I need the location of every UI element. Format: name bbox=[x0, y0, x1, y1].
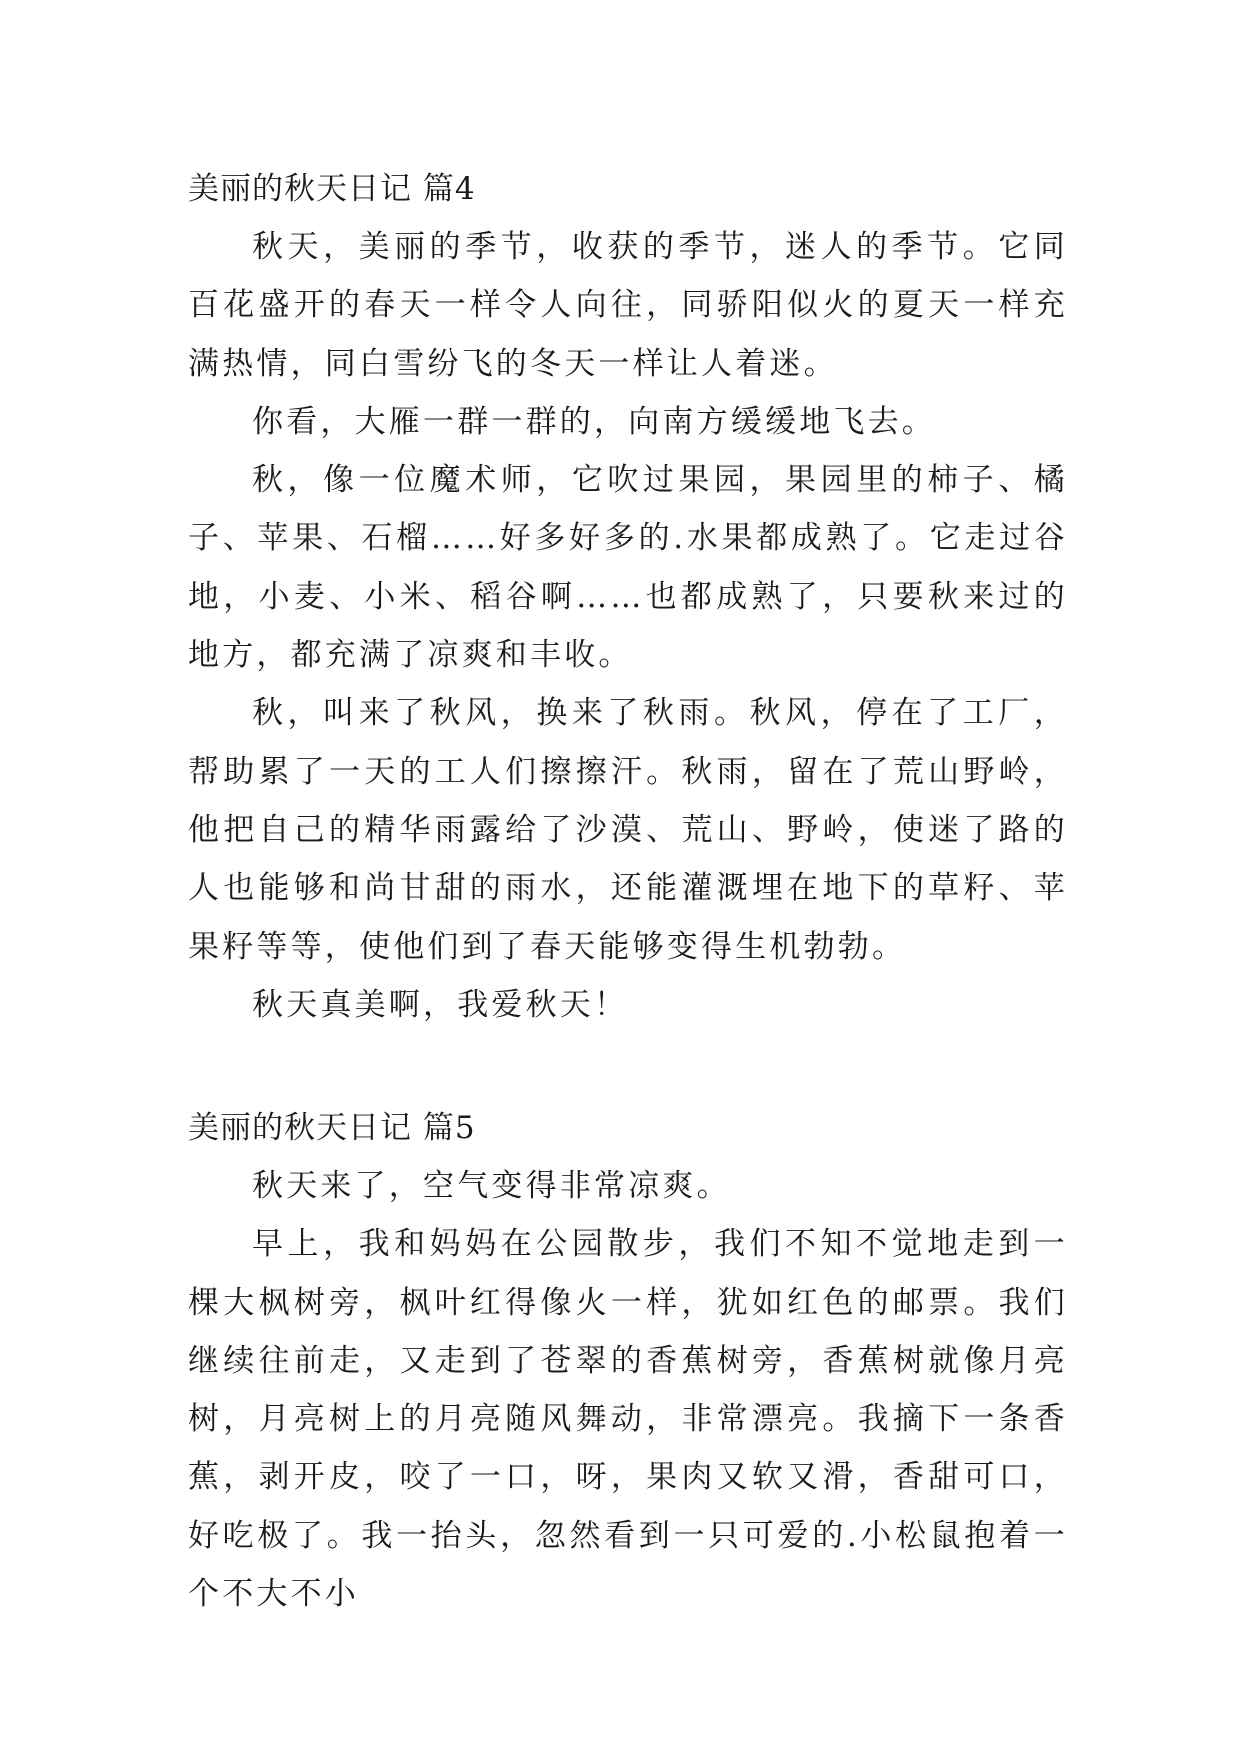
paragraph: 秋天真美啊，我爱秋天！ bbox=[252, 986, 629, 1023]
paragraph: 秋，叫来了秋风，换来了秋雨。秋风，停在了工厂，帮助累了一天的工人们擦擦汗。秋雨，留在了荒山野岭，他把自己的精华雨露给了沙漠、荒山、野岭，使迷了路的人也能够和尚甘甜的雨水，还能灌溉埋在地下的草籽、苹果籽等等，使他们到了春天能够变得生机勃勃。 bbox=[188, 695, 1068, 965]
paragraph: 秋天，美丽的季节，收获的季节，迷人的季节。它同百花盛开的春天一样令人向往，同骄阳似火的夏天一样充满热情，同白雪纷飞的冬天一样让人着迷。 bbox=[188, 229, 1068, 382]
paragraph: 秋，像一位魔术师，它吹过果园，果园里的柿子、橘子、苹果、石榴……好多好多的.水果都成熟了。它走过谷地，小麦、小米、稻谷啊……也都成熟了，只要秋来过的地方，都充满了凉爽和丰收。 bbox=[188, 462, 1068, 674]
entry-title: 美丽的秋天日记 篇5 bbox=[188, 1110, 476, 1146]
paragraph: 秋天来了，空气变得非常凉爽。 bbox=[252, 1168, 731, 1204]
paragraph: 早上，我和妈妈在公园散步，我们不知不觉地走到一棵大枫树旁，枫叶红得像火一样，犹如红色的邮票。我们继续往前走，又走到了苍翠的香蕉树旁，香蕉树就像月亮树，月亮树上的月亮随风舞动，非常漂亮。我摘下一条香蕉，剥开皮，咬了一口，呀，果肉又软又滑，香甜可口，好吃极了。我一抬头，忽然看到一只可爱的.小松鼠抱着一个不大不小 bbox=[188, 1226, 1068, 1613]
entry-title: 美丽的秋天日记 篇4 bbox=[188, 171, 476, 207]
diary-entry-4 bbox=[188, 160, 1068, 1034]
paragraph: 你看，大雁一群一群的，向南方缓缓地飞去。 bbox=[252, 403, 936, 440]
diary-entry-5 bbox=[188, 1099, 1068, 1623]
